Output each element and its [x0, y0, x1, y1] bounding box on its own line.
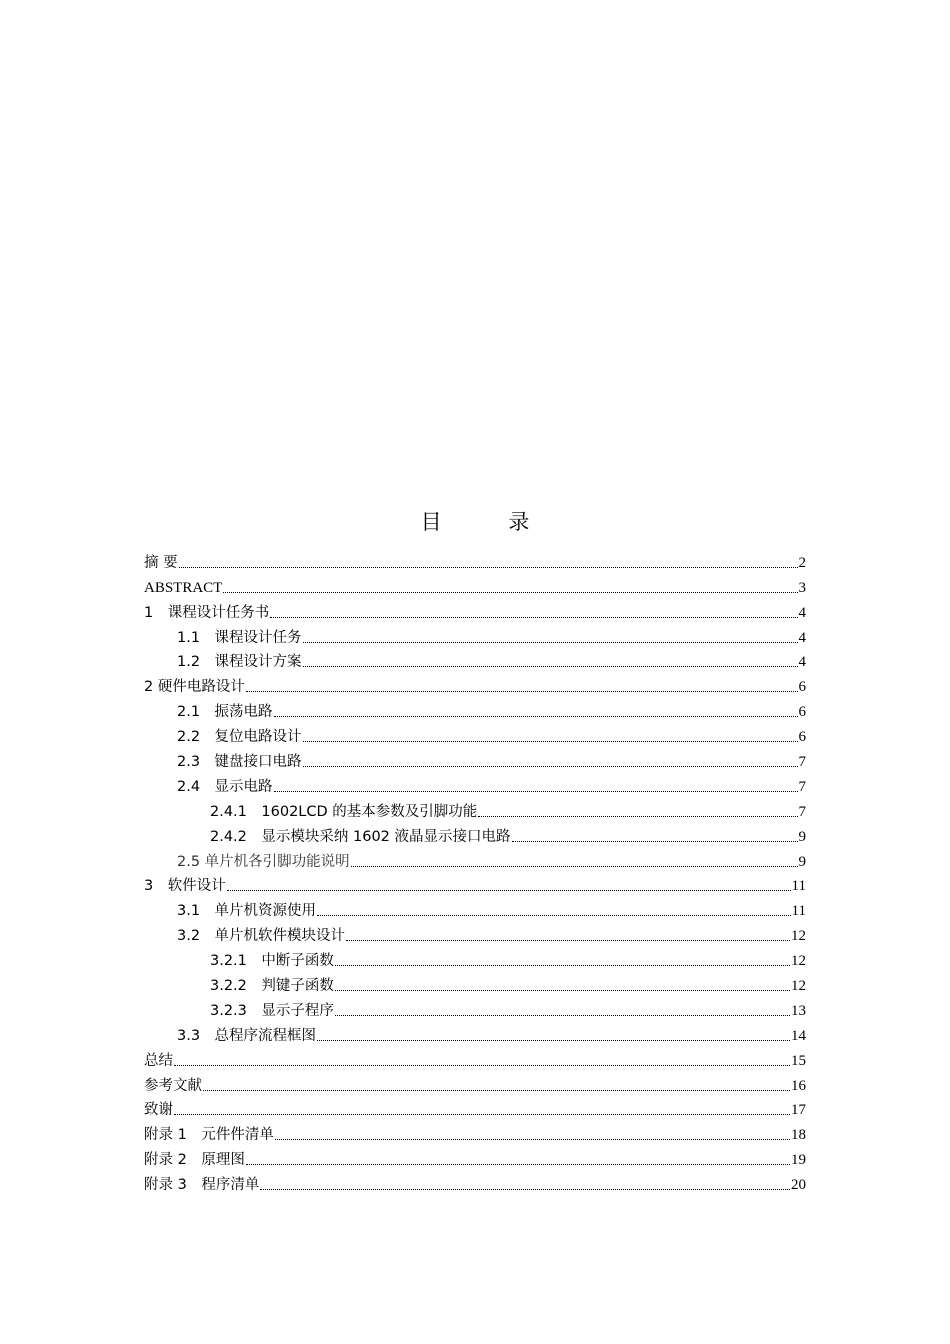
- toc-entry-chapter-2[interactable]: [144, 671, 806, 696]
- toc-entry-label: 3.2.1 中断子函数: [210, 953, 334, 970]
- toc-entry-acknowledgements[interactable]: [144, 1095, 806, 1120]
- toc-page-number: 4: [798, 629, 806, 646]
- toc-entry-section-2-4-2[interactable]: [144, 821, 806, 846]
- toc-entry-section-3-1[interactable]: [144, 895, 806, 920]
- toc-entry-label: 致谢: [144, 1102, 173, 1119]
- toc-dot-leader: [246, 691, 798, 692]
- toc-page-number: 7: [798, 778, 806, 795]
- toc-entry-appendix-1[interactable]: [144, 1119, 806, 1144]
- toc-page-number: 7: [798, 754, 806, 771]
- toc-dot-leader: [179, 567, 798, 568]
- toc-entry-section-3-2-3[interactable]: [144, 995, 806, 1020]
- toc-dot-leader: [478, 816, 797, 817]
- toc-page-number: 6: [798, 729, 806, 746]
- toc-page-number: 16: [791, 1077, 806, 1094]
- toc-dot-leader: [303, 642, 798, 643]
- toc-dot-leader: [227, 890, 791, 891]
- toc-page-number: 19: [791, 1152, 806, 1169]
- page-title: 目 录: [420, 510, 560, 534]
- toc-entry-label: 2.5 单片机各引脚功能说明: [177, 853, 350, 870]
- toc-entry-chapter-3[interactable]: [144, 871, 806, 896]
- toc-entry-label: 2.4.2 显示模块采纳 1602 液晶显示接口电路: [210, 828, 511, 845]
- toc-dot-leader: [174, 1065, 790, 1066]
- toc-entry-chapter-1[interactable]: [144, 597, 806, 622]
- toc-entry-references[interactable]: [144, 1070, 806, 1095]
- toc-dot-leader: [270, 617, 797, 618]
- toc-dot-leader: [260, 1189, 790, 1190]
- toc-entry-abstract-en[interactable]: [144, 572, 806, 597]
- toc-dot-leader: [274, 716, 798, 717]
- toc-entry-label: 2 硬件电路设计: [144, 679, 245, 696]
- toc-dot-leader: [274, 791, 798, 792]
- toc-page-number: 3: [798, 579, 806, 596]
- toc-dot-leader: [223, 592, 797, 593]
- toc-page-number: 20: [791, 1177, 806, 1194]
- toc-dot-leader: [351, 866, 798, 867]
- toc-dot-leader: [303, 666, 798, 667]
- toc-entry-label: 总结: [144, 1052, 173, 1069]
- toc-entry-section-1-2[interactable]: [144, 647, 806, 672]
- toc-dot-leader: [335, 965, 790, 966]
- toc-entry-label: ABSTRACT: [144, 579, 223, 596]
- toc-dot-leader: [303, 741, 798, 742]
- toc-page-number: 6: [798, 704, 806, 721]
- toc-entry-label: 参考文献: [144, 1077, 202, 1094]
- toc-page-number: 11: [791, 903, 806, 920]
- toc-dot-leader: [246, 1164, 790, 1165]
- toc-page-number: 15: [791, 1052, 806, 1069]
- toc-entry-section-3-2-2[interactable]: [144, 970, 806, 995]
- toc-dot-leader: [512, 841, 798, 842]
- toc-page-number: 9: [798, 828, 806, 845]
- toc-entry-label: 3.2 单片机软件模块设计: [177, 928, 346, 945]
- toc-entry-label: 3.1 单片机资源使用: [177, 903, 317, 920]
- toc-entry-section-2-3[interactable]: [144, 746, 806, 771]
- toc-page-number: 4: [798, 604, 806, 621]
- toc-page-number: 2: [798, 554, 806, 571]
- toc-page-number: 14: [791, 1027, 806, 1044]
- toc-entry-label: 2.3 键盘接口电路: [177, 754, 302, 771]
- toc-entry-section-3-2-1[interactable]: [144, 945, 806, 970]
- toc-dot-leader: [303, 766, 798, 767]
- toc-entry-label: 附录 1 元件件清单: [144, 1127, 274, 1144]
- toc-entry-section-2-4[interactable]: [144, 771, 806, 796]
- toc-entry-section-2-4-1[interactable]: [144, 796, 806, 821]
- toc-dot-leader: [317, 1040, 790, 1041]
- toc-page-number: 13: [791, 1002, 806, 1019]
- toc-entry-label: 1 课程设计任务书: [144, 604, 270, 621]
- toc-dot-leader: [174, 1114, 790, 1115]
- toc-entry-label: 3.2.2 判键子函数: [210, 978, 334, 995]
- toc-page-number: 12: [791, 953, 806, 970]
- toc-page-number: 11: [791, 878, 806, 895]
- toc-entry-appendix-3[interactable]: [144, 1169, 806, 1194]
- toc-entry-label: 2.4 显示电路: [177, 778, 273, 795]
- toc-entry-label: 附录 3 程序清单: [144, 1177, 260, 1194]
- toc-dot-leader: [275, 1139, 790, 1140]
- toc-entry-label: 2.1 振荡电路: [177, 704, 273, 721]
- toc-entry-label: 3 软件设计: [144, 878, 226, 895]
- toc-page-number: 6: [798, 679, 806, 696]
- toc-dot-leader: [317, 915, 790, 916]
- toc-entry-section-2-1[interactable]: [144, 696, 806, 721]
- toc-entry-section-1-1[interactable]: [144, 622, 806, 647]
- toc-page-number: 12: [791, 928, 806, 945]
- toc-entry-label: 2.2 复位电路设计: [177, 729, 302, 746]
- toc-dot-leader: [335, 1015, 790, 1016]
- toc-entry-label: 3.3 总程序流程框图: [177, 1027, 317, 1044]
- toc-entry-label: 2.4.1 1602LCD 的基本参数及引脚功能: [210, 803, 478, 820]
- toc-page-number: 12: [791, 978, 806, 995]
- toc-entry-summary[interactable]: [144, 1045, 806, 1070]
- table-of-contents: [144, 547, 806, 1194]
- toc-dot-leader: [203, 1090, 790, 1091]
- toc-entry-label: 附录 2 原理图: [144, 1152, 245, 1169]
- toc-page-number: 18: [791, 1127, 806, 1144]
- toc-entry-section-3-2[interactable]: [144, 920, 806, 945]
- toc-entry-section-3-3[interactable]: [144, 1020, 806, 1045]
- toc-page-number: 7: [798, 803, 806, 820]
- toc-entry-appendix-2[interactable]: [144, 1144, 806, 1169]
- toc-dot-leader: [346, 940, 790, 941]
- toc-entry-label: 1.2 课程设计方案: [177, 654, 302, 671]
- toc-entry-label: 1.1 课程设计任务: [177, 629, 302, 646]
- toc-entry-label: 3.2.3 显示子程序: [210, 1002, 334, 1019]
- toc-dot-leader: [335, 990, 790, 991]
- toc-entry-section-2-2[interactable]: [144, 721, 806, 746]
- toc-entry-label: 摘 要: [144, 554, 178, 571]
- toc-page-number: 17: [791, 1102, 806, 1119]
- toc-page-number: 4: [798, 654, 806, 671]
- toc-entry-section-2-5[interactable]: [144, 846, 806, 871]
- toc-page-number: 9: [798, 853, 806, 870]
- toc-entry-abstract-cn[interactable]: [144, 547, 806, 572]
